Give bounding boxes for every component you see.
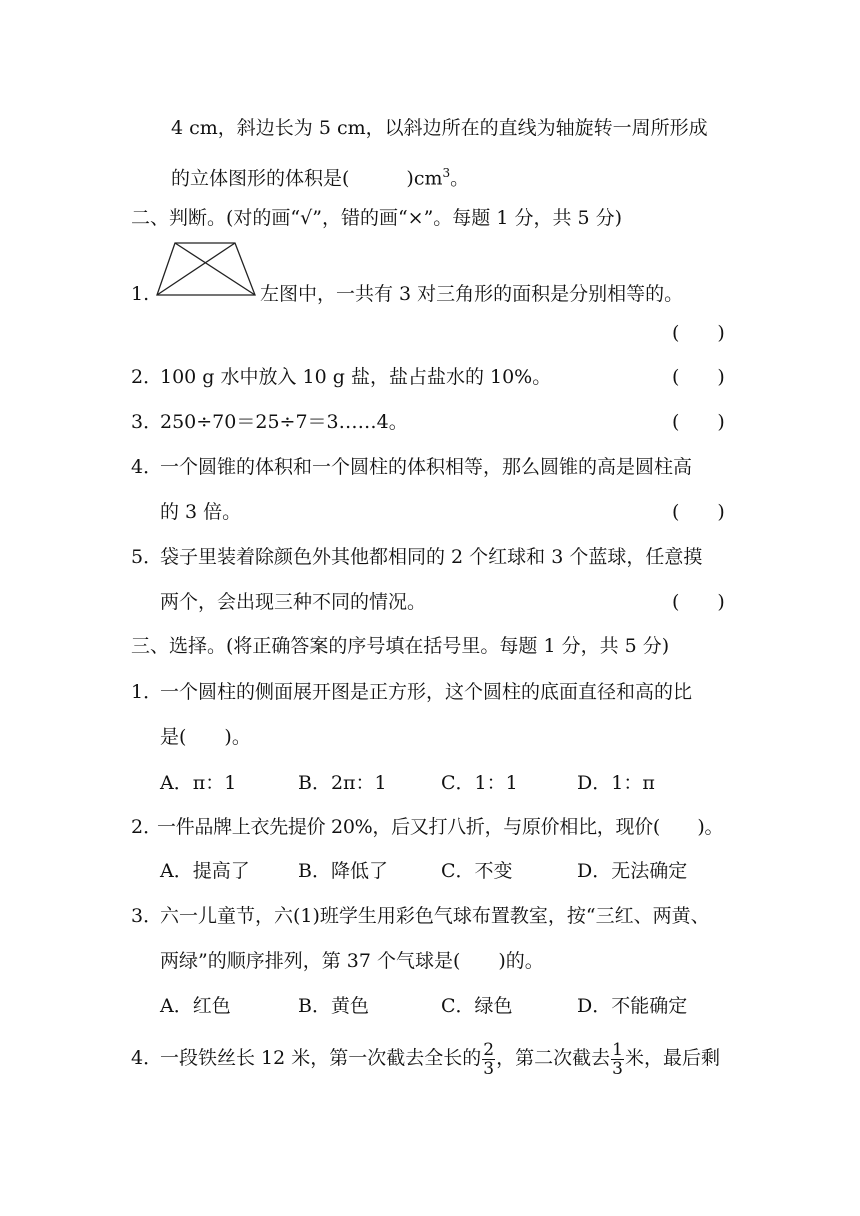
choice-2-option-a[interactable]: A．提高了 [160, 860, 250, 882]
judge-1-text: 左图中，一共有 3 对三角形的面积是分别相等的。 [260, 283, 684, 305]
choice-3-text: 六一儿童节，六(1)班学生用彩色气球布置教室，按“三红、两黄、 [160, 905, 710, 927]
choice-3-num: 3． [131, 905, 163, 927]
choice-4-line [160, 1032, 720, 1084]
judge-3-answer-paren[interactable]: ( ) [672, 411, 725, 433]
fraction-1-denominator: 3 [483, 1058, 495, 1079]
judge-3-text: 250÷70＝25÷7＝3……4。 [160, 411, 408, 433]
judge-2-num: 2． [131, 366, 163, 388]
choice-4-text-b: ，第二次截去 [496, 1047, 611, 1069]
q-tail-line2 [171, 161, 469, 190]
choice-3-option-c[interactable]: C．绿色 [441, 995, 513, 1017]
judge-4-answer-paren[interactable]: ( ) [672, 501, 725, 523]
judge-1-num: 1. [131, 283, 150, 305]
fraction-1-numerator: 2 [483, 1039, 495, 1060]
fraction-2-denominator: 3 [612, 1058, 623, 1079]
q-tail-end: 。 [450, 167, 470, 190]
judge-4-num: 4． [131, 456, 163, 478]
q-tail-line1: 4 cm，斜边长为 5 cm，以斜边所在的直线为轴旋转一周所形成 [171, 117, 708, 139]
judge-5-num: 5． [131, 546, 163, 568]
choice-3-option-b[interactable]: B．黄色 [298, 995, 369, 1017]
choice-1-option-a[interactable]: A．π：1 [160, 772, 237, 794]
choice-3-option-a[interactable]: A．红色 [160, 995, 231, 1017]
judge-1-answer-paren[interactable]: ( ) [672, 322, 725, 344]
choice-2-option-b[interactable]: B．降低了 [298, 860, 388, 882]
choice-3-option-d[interactable]: D．不能确定 [577, 995, 688, 1017]
choice-2-option-c[interactable]: C．不变 [441, 860, 513, 882]
choice-1-option-d[interactable]: D．1：π [577, 772, 655, 794]
judge-5-text2: 两个，会出现三种不同的情况。 [160, 591, 427, 613]
q-tail-text: 的立体图形的体积是( )cm [171, 167, 443, 190]
choice-4-text-c: 米，最后剩 [624, 1047, 720, 1069]
choice-1-text2: 是( )。 [160, 726, 251, 748]
judge-4-text2: 的 3 倍。 [160, 501, 242, 523]
choice-1-num: 1． [131, 681, 163, 703]
judge-2-answer-paren[interactable]: ( ) [672, 366, 725, 388]
choice-2-option-d[interactable]: D．无法确定 [577, 860, 688, 882]
choice-3-text2: 两绿”的顺序排列，第 37 个气球是( )的。 [160, 950, 544, 972]
choice-4-num: 4． [131, 1047, 163, 1069]
judge-2-text: 100 g 水中放入 10 g 盐，盐占盐水的 10%。 [160, 366, 552, 388]
choice-1-text: 一个圆柱的侧面展开图是正方形，这个圆柱的底面直径和高的比 [160, 681, 693, 703]
judge-5-answer-paren[interactable]: ( ) [672, 591, 725, 613]
judge-5-text: 袋子里装着除颜色外其他都相同的 2 个红球和 3 个蓝球，任意摸 [160, 546, 703, 568]
choice-1-option-b[interactable]: B．2π：1 [298, 772, 387, 794]
judge-3-num: 3． [131, 411, 163, 433]
fraction-two-thirds [482, 1041, 495, 1078]
section2-heading: 二、判断。(对的画“√”，错的画“×”。每题 1 分，共 5 分) [131, 207, 623, 229]
choice-2-text: 一件品牌上衣先提价 20%，后又打八折，与原价相比，现价( )。 [157, 816, 724, 838]
fraction-one-third [611, 1041, 624, 1078]
choice-4-text-a: 一段铁丝长 12 米，第一次截去全长的 [160, 1047, 482, 1069]
choice-2-num: 2． [131, 816, 163, 838]
choice-1-option-c[interactable]: C．1：1 [441, 772, 518, 794]
fraction-2-numerator: 1 [612, 1039, 623, 1060]
section3-heading: 三、选择。(将正确答案的序号填在括号里。每题 1 分，共 5 分) [131, 635, 670, 657]
trapezoid-figure [152, 238, 262, 300]
judge-4-text: 一个圆锥的体积和一个圆柱的体积相等，那么圆锥的高是圆柱高 [160, 456, 693, 478]
q-tail-sup: 3 [442, 166, 451, 180]
